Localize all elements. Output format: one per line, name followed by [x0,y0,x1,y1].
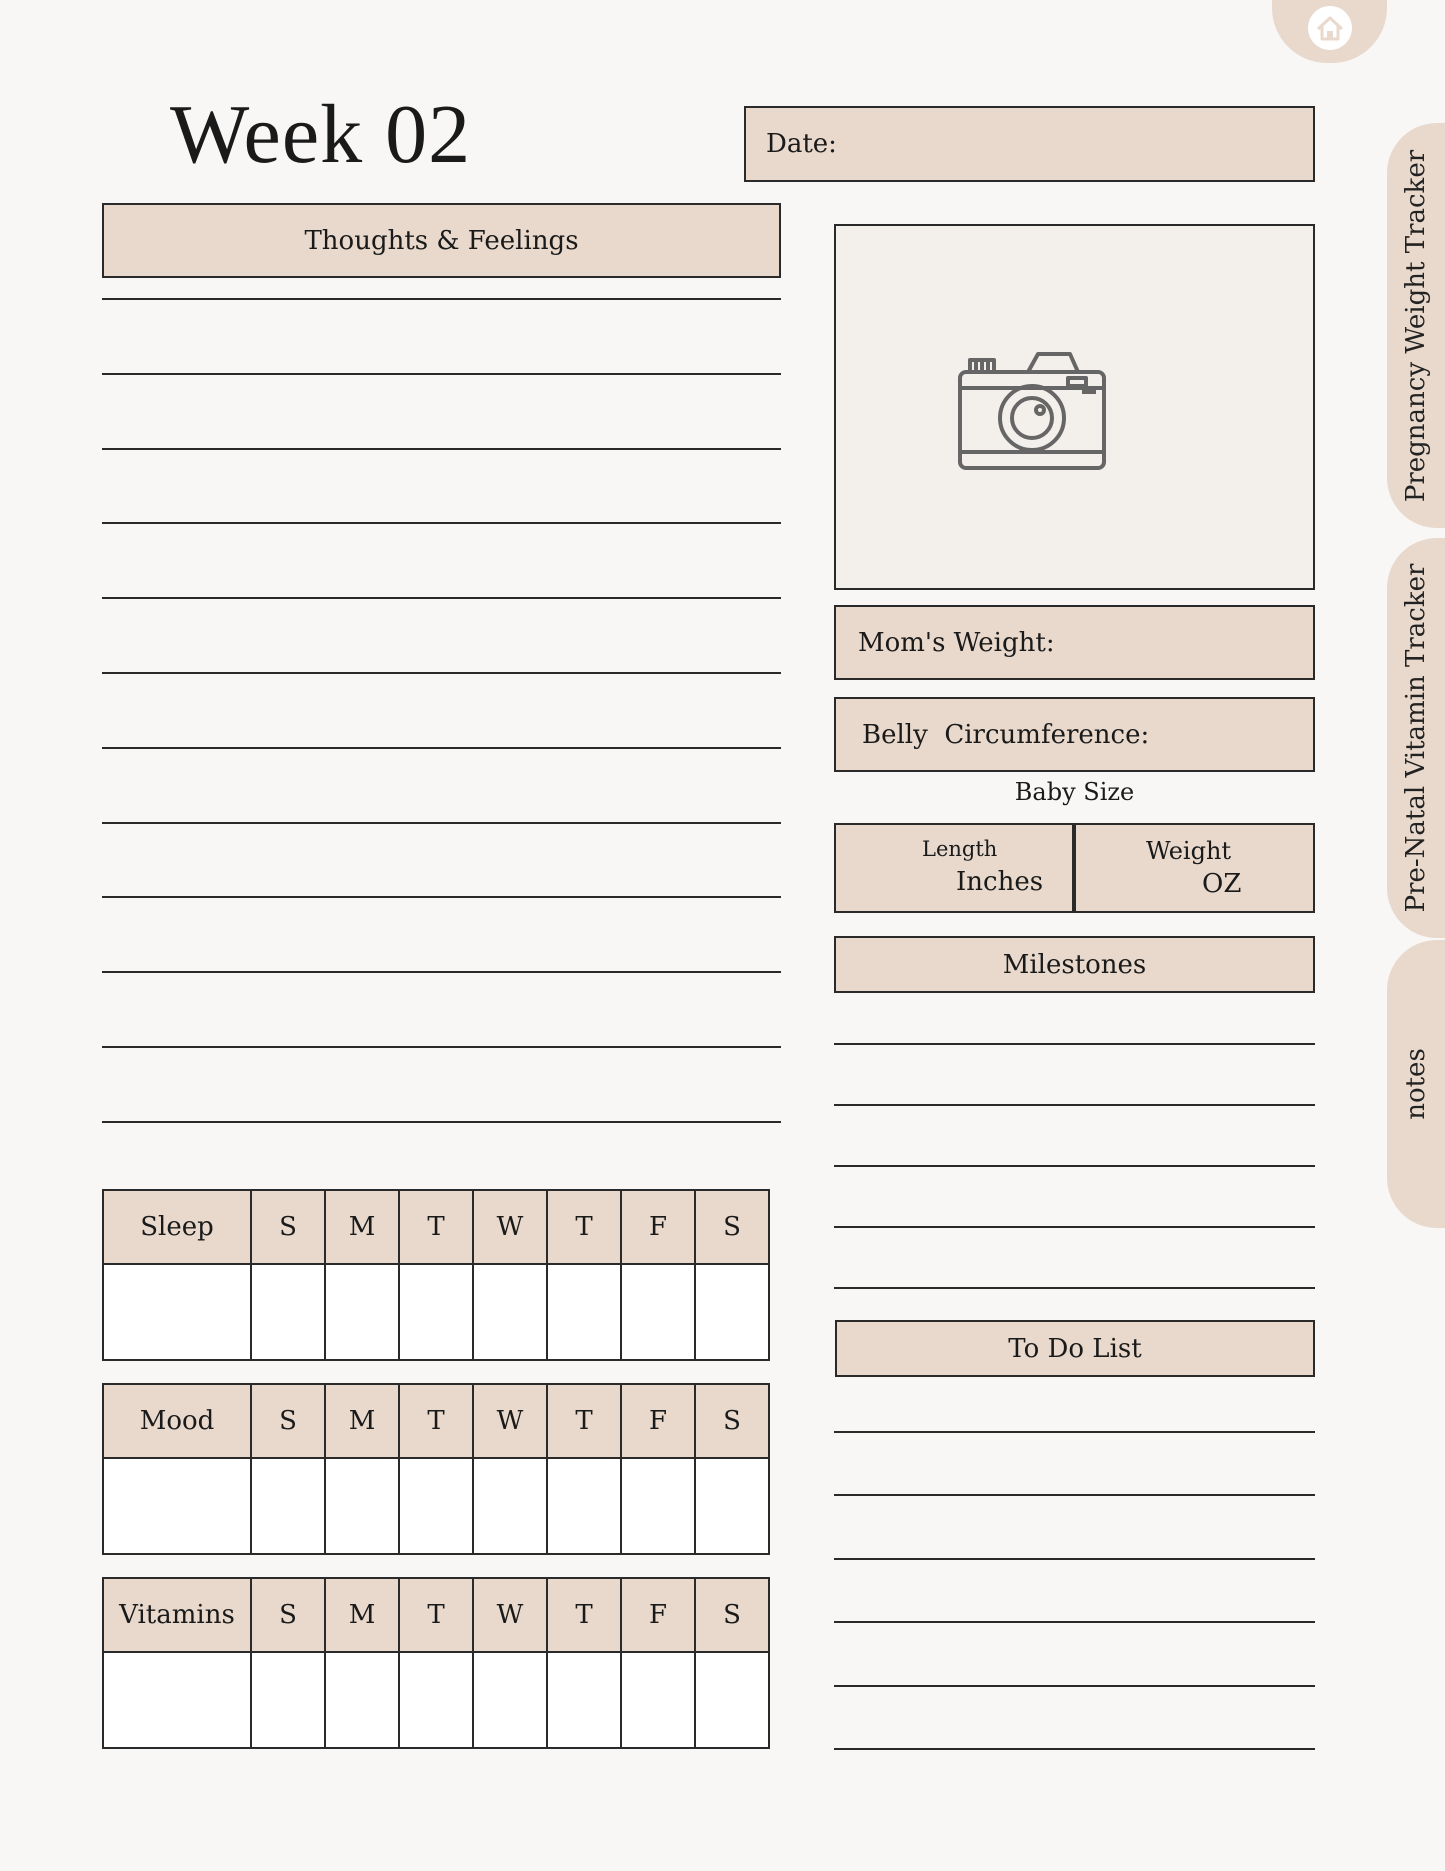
day-header: M [325,1190,399,1264]
writing-line[interactable] [834,1043,1315,1045]
date-label: Date: [766,129,837,159]
writing-line[interactable] [102,747,781,749]
day-header: T [399,1384,473,1458]
day-header: M [325,1384,399,1458]
tracker-cell[interactable] [473,1652,547,1748]
writing-line[interactable] [102,1121,781,1123]
writing-line[interactable] [834,1287,1315,1289]
writing-line[interactable] [834,1621,1315,1623]
day-header: T [399,1578,473,1652]
tracker-label: Vitamins [103,1578,251,1652]
writing-line[interactable] [834,1431,1315,1433]
tracker-cell[interactable] [695,1264,769,1360]
writing-line[interactable] [834,1226,1315,1228]
tab-notes[interactable] [1387,940,1445,1228]
page-title: Week 02 [170,88,472,181]
tab-pre-natal-vitamin-tracker[interactable] [1387,538,1445,938]
writing-line[interactable] [834,1494,1315,1496]
writing-line[interactable] [102,298,781,300]
tracker-cell[interactable] [547,1458,621,1554]
tracker-cell[interactable] [695,1458,769,1554]
writing-line[interactable] [834,1165,1315,1167]
tab-label: Pre-Natal Vitamin Tracker [1401,563,1431,913]
writing-line[interactable] [102,522,781,524]
photo-box[interactable] [834,224,1315,590]
day-header: F [621,1190,695,1264]
tracker-cell[interactable] [399,1458,473,1554]
writing-line[interactable] [102,971,781,973]
day-header: S [251,1578,325,1652]
writing-line[interactable] [102,1046,781,1048]
tracker-cell[interactable] [473,1264,547,1360]
tracker-cell[interactable] [621,1264,695,1360]
writing-line[interactable] [102,822,781,824]
mood-tracker [102,1383,770,1555]
tracker-cell[interactable] [399,1264,473,1360]
tracker-cell[interactable] [695,1652,769,1748]
tracker-cell[interactable] [547,1652,621,1748]
tracker-cell[interactable] [547,1264,621,1360]
writing-line[interactable] [102,373,781,375]
writing-line[interactable] [834,1748,1315,1750]
milestones-header [834,936,1315,993]
writing-line[interactable] [834,1685,1315,1687]
weight-unit: OZ [1202,869,1242,899]
day-header: F [621,1578,695,1652]
tracker-cell[interactable] [103,1652,251,1748]
weight-label: Weight [1146,837,1232,865]
home-icon [1307,5,1353,51]
vitamins-tracker [102,1577,770,1749]
day-header: S [695,1578,769,1652]
baby-length-field[interactable] [834,823,1074,913]
day-header: M [325,1578,399,1652]
tracker-cell[interactable] [399,1652,473,1748]
length-label: Length [922,837,998,861]
tracker-cell[interactable] [103,1264,251,1360]
day-header: S [251,1190,325,1264]
tracker-cell[interactable] [103,1458,251,1554]
day-header: T [547,1384,621,1458]
tracker-cell[interactable] [251,1458,325,1554]
day-header: T [399,1190,473,1264]
tab-label: Pregnancy Weight Tracker [1401,149,1431,502]
day-header: S [695,1384,769,1458]
moms-weight-label: Mom's Weight: [858,627,1055,658]
day-header: S [695,1190,769,1264]
thoughts-header-label: Thoughts & Feelings [304,225,579,256]
day-header: W [473,1190,547,1264]
tracker-cell[interactable] [251,1652,325,1748]
tracker-cell[interactable] [621,1458,695,1554]
tracker-cell[interactable] [251,1264,325,1360]
writing-line[interactable] [102,448,781,450]
tracker-label: Mood [103,1384,251,1458]
writing-line[interactable] [834,1558,1315,1560]
day-header: S [251,1384,325,1458]
tracker-cell[interactable] [621,1652,695,1748]
baby-size-label: Baby Size [1014,778,1135,806]
tracker-label: Sleep [103,1190,251,1264]
tracker-cell[interactable] [325,1264,399,1360]
day-header: W [473,1384,547,1458]
home-tab[interactable] [1272,0,1387,63]
tracker-cell[interactable] [325,1652,399,1748]
belly-circumference-label: Belly Circumference: [862,719,1150,750]
writing-line[interactable] [834,1104,1315,1106]
baby-weight-field[interactable] [1074,823,1315,913]
todo-header [835,1320,1315,1377]
sleep-tracker [102,1189,770,1361]
writing-line[interactable] [102,597,781,599]
tracker-cell[interactable] [473,1458,547,1554]
date-field[interactable] [744,106,1315,182]
day-header: W [473,1578,547,1652]
writing-line[interactable] [102,896,781,898]
thoughts-header [102,203,781,278]
day-header: T [547,1578,621,1652]
camera-icon [956,346,1108,472]
tracker-cell[interactable] [325,1458,399,1554]
tab-label: notes [1401,1048,1431,1120]
tab-pregnancy-weight-tracker[interactable] [1387,123,1445,528]
belly-circumference-field[interactable] [834,697,1315,772]
moms-weight-field[interactable] [834,605,1315,680]
todo-header-label: To Do List [1008,1333,1142,1364]
length-unit: Inches [956,867,1044,897]
day-header: T [547,1190,621,1264]
milestones-header-label: Milestones [1002,949,1147,980]
writing-line[interactable] [102,672,781,674]
day-header: F [621,1384,695,1458]
